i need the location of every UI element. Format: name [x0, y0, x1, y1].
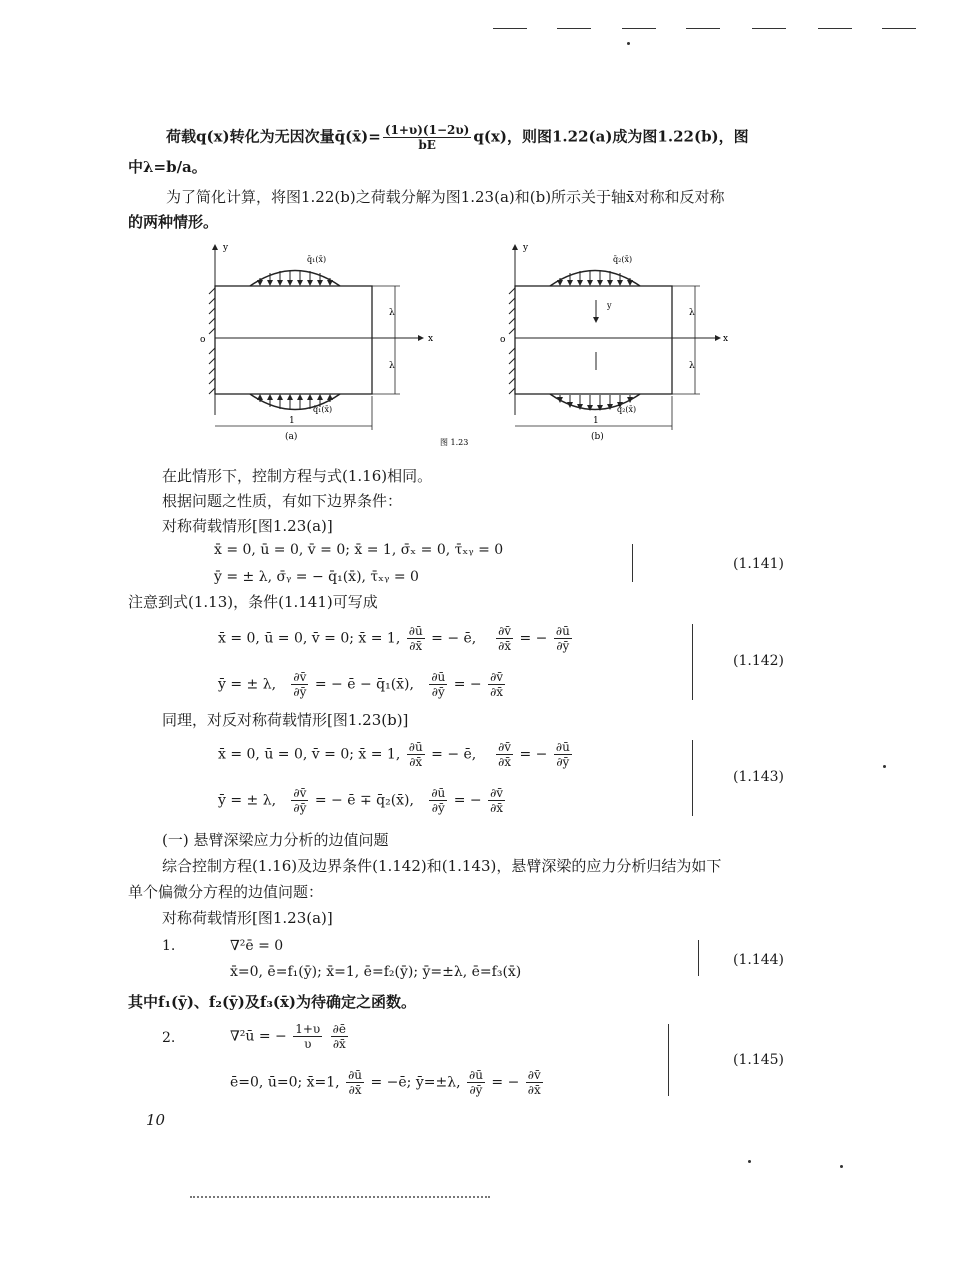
fraction-denominator: ∂x̄	[409, 755, 423, 769]
scan-speck	[883, 765, 886, 768]
paragraph-text: q(x)，则图1.22(a)成为图1.22(b)，图	[473, 127, 749, 146]
right-brace	[684, 740, 693, 816]
fraction-numerator: ∂ū	[348, 1068, 363, 1082]
load-label-top: q̄₂(x̄)	[613, 255, 633, 264]
equation-text: = − ē,	[431, 746, 477, 763]
scan-speck	[627, 42, 630, 45]
lambda-label: λ	[689, 308, 695, 318]
equation-text: = −	[519, 630, 548, 647]
figure-panel-a	[200, 243, 433, 442]
text-line: 对称荷载情形[图1.23(a)]	[162, 517, 333, 535]
fraction	[554, 740, 572, 769]
fraction	[293, 1022, 322, 1051]
fraction	[554, 624, 572, 653]
rule-segment	[493, 28, 527, 29]
fraction-numerator: ∂v̄	[527, 1068, 541, 1082]
width-label: 1	[289, 416, 295, 426]
fraction	[496, 624, 513, 653]
fraction-denominator: bE	[418, 138, 436, 152]
fraction	[488, 670, 505, 699]
fraction-denominator: ∂ȳ	[293, 685, 307, 699]
scan-speck	[840, 1165, 843, 1168]
fraction-numerator: ∂ū	[555, 624, 570, 638]
paragraph-text: 荷载q(x)转化为无因次量q̄(x̄)=	[166, 127, 381, 146]
fraction-numerator: ∂ū	[555, 740, 570, 754]
fraction	[331, 1022, 348, 1051]
scan-speck	[748, 1160, 751, 1163]
x-axis-label: x	[723, 334, 729, 344]
fraction	[467, 1068, 485, 1097]
fraction	[407, 624, 425, 653]
fraction	[496, 740, 513, 769]
width-label: 1	[593, 416, 599, 426]
fraction	[291, 786, 308, 815]
equation-text: x̄ = 0, ū = 0, v̄ = 0; x̄ = 1,	[218, 630, 401, 647]
fraction-denominator: ∂x̄	[498, 755, 512, 769]
inner-y-label: y	[607, 301, 612, 310]
equation-1-143-line-2	[218, 786, 507, 815]
equation-text: ∇²ū = −	[230, 1028, 287, 1045]
rule-segment	[752, 28, 786, 29]
equation-text: x̄ = 0, ū = 0, v̄ = 0; x̄ = 1,	[218, 746, 401, 763]
equation-1-142-line-2	[218, 670, 507, 699]
fraction-numerator: ∂v̄	[293, 670, 307, 684]
equation-1-144-line-1: ∇²ē = 0	[230, 938, 284, 954]
fraction-numerator: ∂ū	[408, 740, 423, 754]
right-brace	[660, 1024, 669, 1096]
y-axis-label: y	[223, 243, 229, 253]
equation-1-141-line-2: ȳ = ± λ, σ̄ᵧ = − q̄₁(x̄), τ̄ₓᵧ = 0	[214, 569, 419, 585]
paragraph-2-line-2: 的两种情形。	[128, 213, 219, 231]
fraction-denominator: ∂x̄	[348, 1083, 362, 1097]
fraction-numerator: (1+υ)(1−2υ)	[384, 123, 470, 137]
load-label-bottom: q̄₂(x̄)	[617, 405, 637, 414]
fraction-denominator: ∂x̄	[490, 685, 504, 699]
load-label-top: q̄₁(x̄)	[307, 255, 327, 264]
equation-number: (1.142)	[733, 653, 785, 669]
origin-label: o	[500, 335, 506, 345]
equation-text: = −ē; ȳ=±λ,	[370, 1074, 461, 1091]
origin-label: o	[200, 335, 206, 345]
panel-label: (a)	[285, 432, 298, 442]
equation-number: (1.145)	[733, 1052, 785, 1068]
rule-segment	[622, 28, 656, 29]
fraction	[488, 786, 505, 815]
text-line: 综合控制方程(1.16)及边界条件(1.142)和(1.143)，悬臂深梁的应力分析归结为如下	[162, 857, 722, 875]
equation-text: = −	[453, 676, 482, 693]
lambda-label: λ	[689, 361, 695, 371]
equation-1-142-line-1	[218, 624, 574, 653]
fraction-denominator: υ	[304, 1037, 312, 1051]
fraction-denominator: ∂ȳ	[556, 755, 570, 769]
fraction	[429, 786, 447, 815]
text-line: 对称荷载情形[图1.23(a)]	[162, 909, 333, 927]
text-line: 根据问题之性质，有如下边界条件：	[162, 492, 403, 510]
item-number: 2.	[162, 1030, 176, 1046]
fraction-denominator: ∂x̄	[490, 801, 504, 815]
rule-segment	[557, 28, 591, 29]
fraction-denominator: ∂ȳ	[431, 801, 445, 815]
figure-1-23	[195, 240, 755, 455]
equation-number: (1.141)	[733, 556, 785, 572]
fraction-denominator: ∂x̄	[498, 639, 512, 653]
equation-text: = − ē,	[431, 630, 477, 647]
fraction-denominator: ∂ȳ	[293, 801, 307, 815]
x-axis-label: x	[428, 334, 434, 344]
lambda-label: λ	[389, 361, 395, 371]
fraction	[383, 123, 472, 152]
rule-segment	[818, 28, 852, 29]
equation-1-144-line-2: x̄=0, ē=f₁(ȳ); x̄=1, ē=f₂(ȳ); ȳ=±λ, ē=f₃(x̄)	[230, 964, 522, 980]
equation-1-145-line-1	[230, 1022, 350, 1051]
right-brace	[624, 544, 633, 582]
equation-1-143-line-1	[218, 740, 574, 769]
equation-1-141-line-1: x̄ = 0, ū = 0, v̄ = 0; x̄ = 1, σ̄ₓ = 0, τ̄ₓᵧ = 0	[214, 542, 504, 558]
text-line: 同理，对反对称荷载情形[图1.23(b)]	[162, 711, 409, 729]
fraction-denominator: ∂x̄	[332, 1037, 346, 1051]
fraction-denominator: ∂x̄	[409, 639, 423, 653]
text-line: 在此情形下，控制方程与式(1.16)相同。	[162, 467, 433, 485]
equation-number: (1.144)	[733, 952, 785, 968]
fraction-denominator: ∂x̄	[527, 1083, 541, 1097]
fraction-numerator: ∂v̄	[490, 786, 504, 800]
item-number: 1.	[162, 938, 176, 954]
text-line: 其中f₁(ȳ)、f₂(ȳ)及f₃(x̄)为待确定之函数。	[128, 993, 417, 1011]
fraction-denominator: ∂ȳ	[556, 639, 570, 653]
fraction-numerator: 1+υ	[295, 1022, 321, 1036]
equation-1-145-line-2	[230, 1068, 545, 1097]
text-line: 注意到式(1.13)，条件(1.141)可写成	[128, 593, 378, 611]
scan-artifact-rule	[190, 1196, 490, 1198]
fraction	[407, 740, 425, 769]
right-brace	[684, 624, 693, 700]
fraction	[429, 670, 447, 699]
figure-caption: 图 1.23	[440, 438, 469, 447]
fraction-numerator: ∂ū	[431, 670, 446, 684]
fraction-numerator: ∂v̄	[293, 786, 307, 800]
y-axis-label: y	[523, 243, 529, 253]
fraction-numerator: ∂ē	[332, 1022, 346, 1036]
fraction-numerator: ∂ū	[408, 624, 423, 638]
fraction-numerator: ∂v̄	[490, 670, 504, 684]
paragraph-1-line-2: 中λ=b/a。	[128, 158, 207, 176]
section-heading: (一) 悬臂深梁应力分析的边值问题	[162, 831, 389, 849]
fraction-denominator: ∂ȳ	[469, 1083, 483, 1097]
equation-number: (1.143)	[733, 769, 785, 785]
fraction-denominator: ∂ȳ	[431, 685, 445, 699]
equation-text: = − ē − q̄₁(x̄),	[314, 676, 414, 693]
equation-text: = −	[519, 746, 548, 763]
paragraph-2-line-1: 为了简化计算，将图1.22(b)之荷载分解为图1.23(a)和(b)所示关于轴x̄对称和反对称	[166, 188, 725, 206]
fraction-numerator: ∂ū	[469, 1068, 483, 1082]
text-line: 单个偏微分方程的边值问题：	[128, 883, 324, 901]
equation-text: ȳ = ± λ,	[218, 792, 277, 809]
equation-text: = −	[491, 1074, 520, 1091]
fraction	[526, 1068, 543, 1097]
load-label-bottom: q̄₁(x̄)	[313, 405, 333, 414]
right-brace	[690, 940, 699, 976]
fraction	[291, 670, 308, 699]
fraction	[346, 1068, 364, 1097]
panel-label: (b)	[591, 432, 604, 442]
rule-segment	[686, 28, 720, 29]
figure-panel-b	[500, 243, 728, 442]
lambda-label: λ	[389, 308, 395, 318]
fraction-numerator: ∂v̄	[498, 740, 512, 754]
page-number: 10	[146, 1111, 166, 1129]
fraction-numerator: ∂ū	[431, 786, 446, 800]
equation-text: = −	[453, 792, 482, 809]
equation-text: ē=0, ū=0; x̄=1,	[230, 1074, 340, 1091]
fraction-numerator: ∂v̄	[498, 624, 512, 638]
rule-segment	[882, 28, 916, 29]
equation-text: = − ē ∓ q̄₂(x̄),	[314, 792, 414, 809]
paragraph-1-line-1	[166, 123, 749, 152]
equation-text: ȳ = ± λ,	[218, 676, 277, 693]
